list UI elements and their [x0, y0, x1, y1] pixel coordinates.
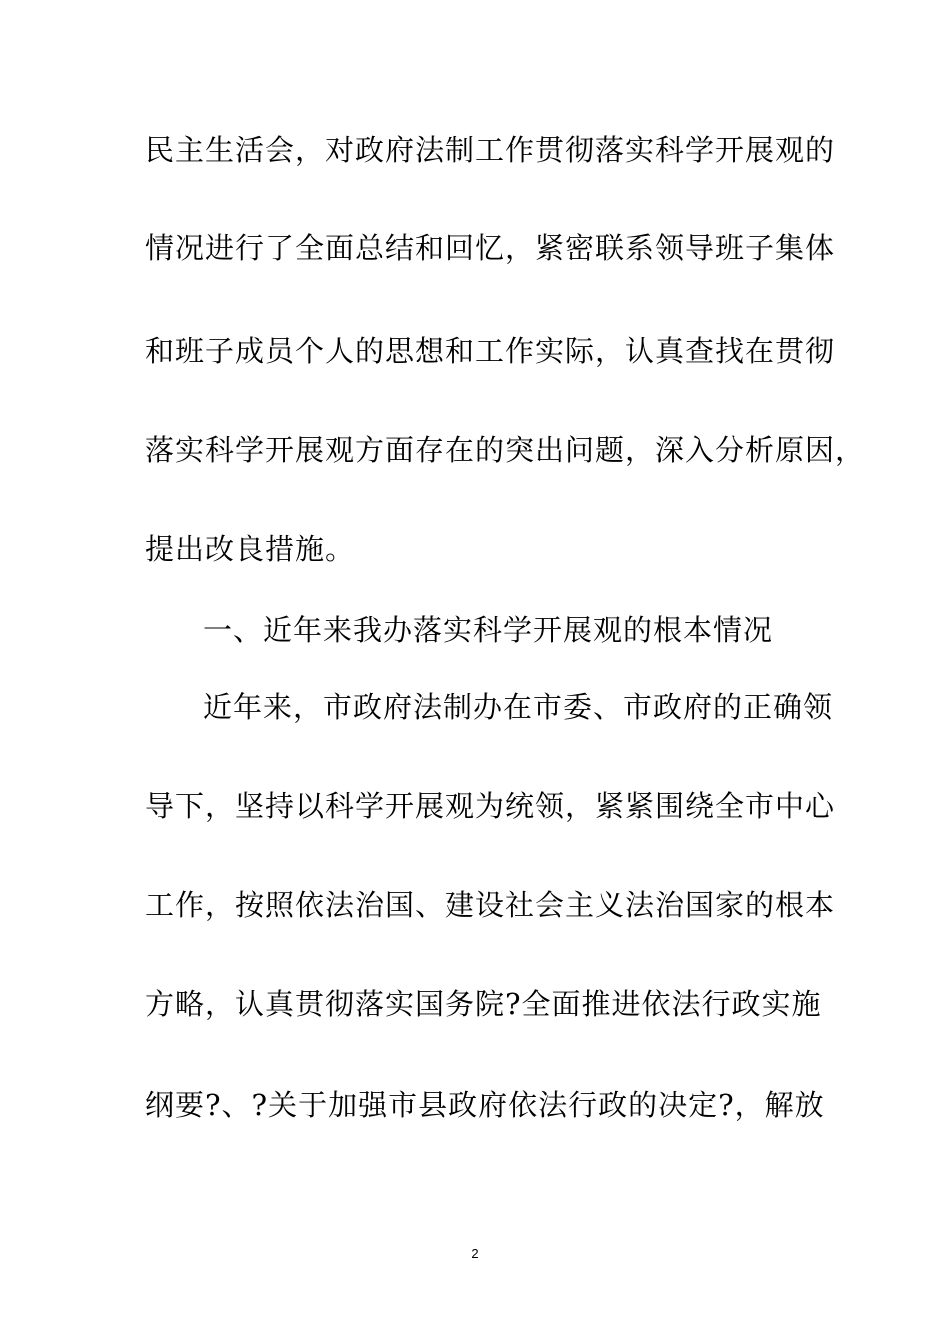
- text-line: 工作，按照依法治国、建设社会主义法治国家的根本: [145, 888, 836, 922]
- text-line: 落实科学开展观方面存在的突出问题，深入分析原因，: [145, 433, 866, 467]
- text-line: 民主生活会，对政府法制工作贯彻落实科学开展观的: [145, 133, 836, 167]
- text-line: 提出改良措施。: [145, 532, 356, 566]
- text-line: 导下，坚持以科学开展观为统领，紧紧围绕全市中心: [145, 789, 836, 823]
- text-line: 情况进行了全面总结和回忆，紧密联系领导班子集体: [145, 231, 836, 265]
- section-heading: 一、近年来我办落实科学开展观的根本情况: [203, 613, 774, 647]
- text-line: 纲要?、?关于加强市县政府依法行政的决定?，解放: [145, 1088, 825, 1122]
- text-line: 近年来，市政府法制办在市委、市政府的正确领: [203, 690, 834, 724]
- page-number: 2: [471, 1246, 479, 1261]
- text-line: 方略，认真贯彻落实国务院?全面推进依法行政实施: [145, 987, 822, 1021]
- text-line: 和班子成员个人的思想和工作实际，认真查找在贯彻: [145, 334, 836, 368]
